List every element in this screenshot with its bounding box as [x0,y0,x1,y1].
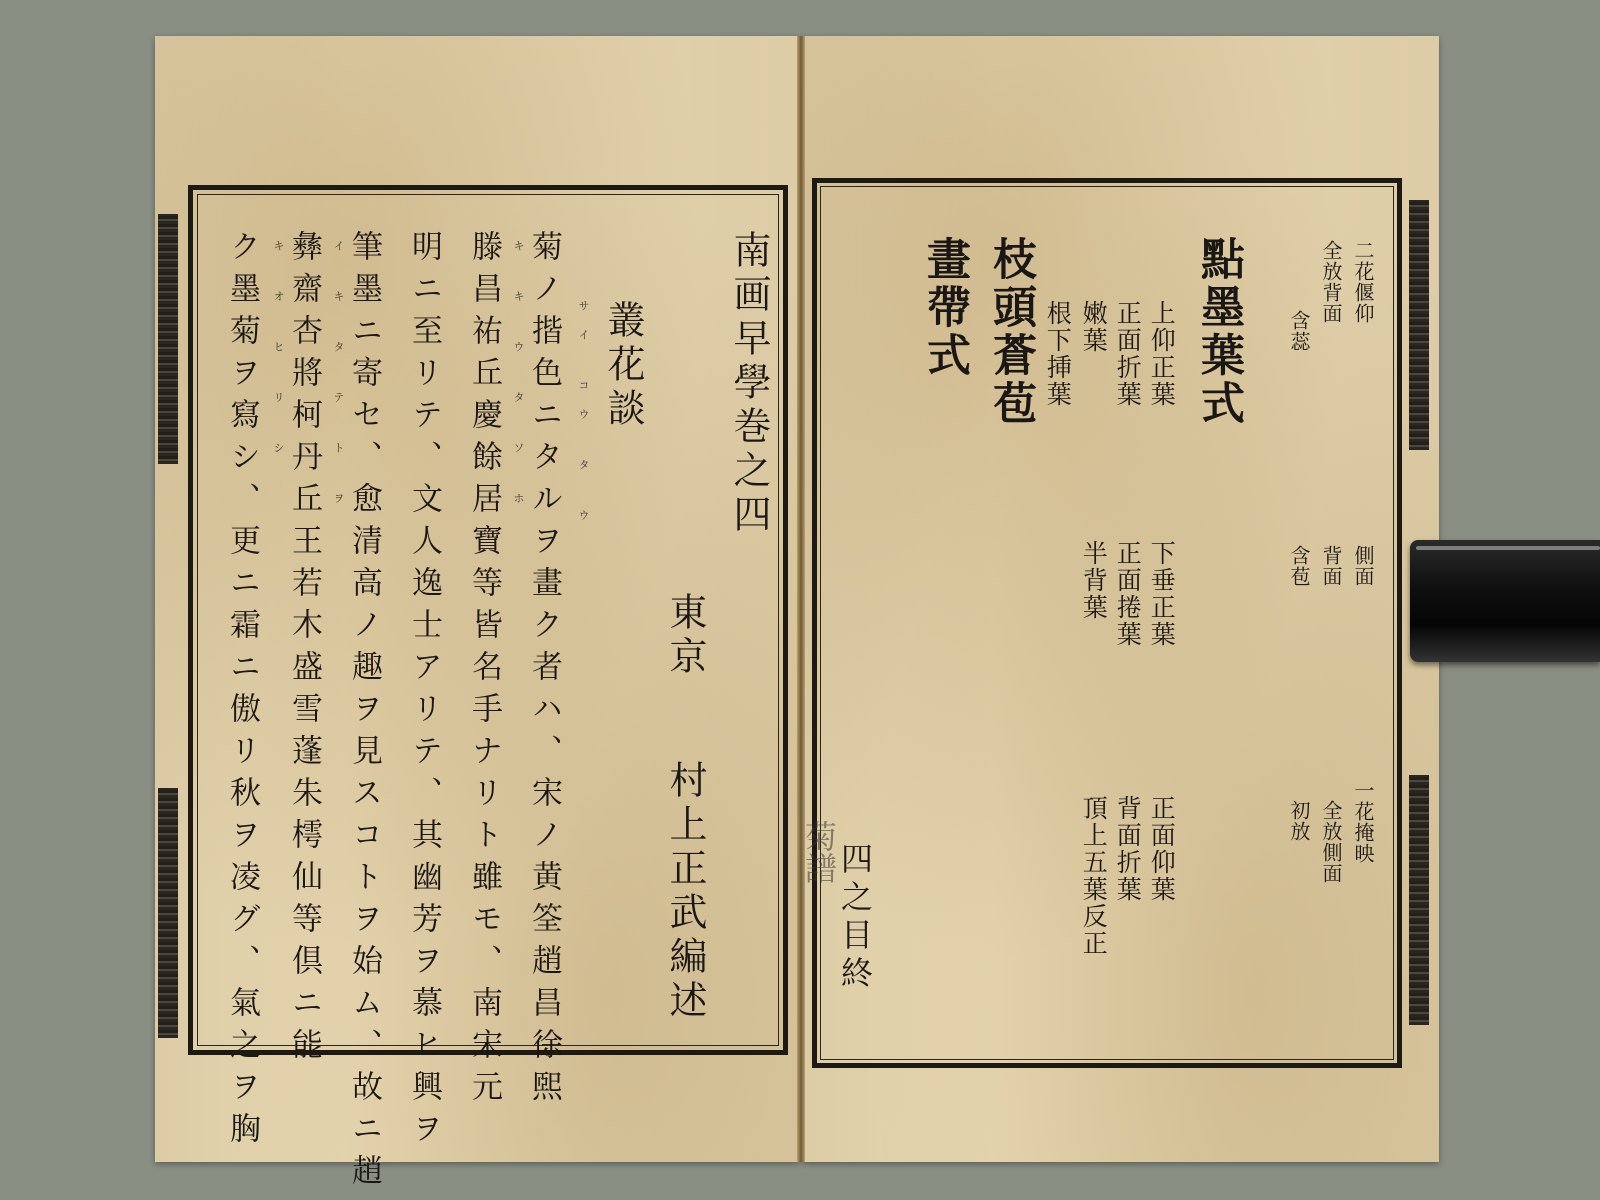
book-gutter [797,36,805,1162]
bottom-note: 全放側面 [1319,800,1343,884]
volume-title: 南画早學巻之四 [727,230,771,538]
section-title: 叢花談 [601,300,645,432]
section-subitem: 嫩葉 [1079,300,1109,354]
body-column: 筆墨ニ寄セ、愈清高ノ趣ヲ見スコトヲ始ム、故ニ趙 [346,230,382,1196]
body-column: 滕昌祐丘慶餘居寶等皆名手ナリト雖モ、南宋元 [466,230,502,1112]
section-heading: 畫帶式 [919,236,970,380]
right-edge-mark-top [1409,200,1429,450]
author-name: 村上正武編述 [663,760,707,1024]
body-column: 菊ノ揩色ニタルヲ畫ク者ハ、宋ノ黄筌趙昌徐煕 [526,230,562,1112]
leaf-label: 背面折葉 [1113,795,1143,903]
left-edge-mark-top [158,214,178,464]
author-place: 東京 [663,592,707,680]
right-edge-mark-bottom [1409,775,1429,1025]
middle-note: 背面 [1319,545,1343,587]
middle-note: 側面 [1351,545,1375,587]
top-note: 含蕊 [1287,310,1311,352]
bottom-note: 一花掩映 [1351,780,1375,864]
ruby-annotation: サイ コウ タ ウ [577,300,590,539]
section-subitem: 上仰正葉 [1147,300,1177,408]
leaf-label: 半背葉 [1079,540,1109,621]
body-column: 明ニ至リテ、文人逸士アリテ、其幽芳ヲ慕ヒ興ヲ [406,230,442,1154]
contents-end-label: 四之目終 [836,842,874,994]
section-subitem: 根下挿葉 [1043,300,1073,408]
clip-highlight [1416,546,1600,550]
body-column: 彝齋杏將柯丹丘王若木盛雪蓬朱樗仙等倶ニ能 [286,230,322,1070]
section-subitem: 正面折葉 [1113,300,1143,408]
leaf-label: 下垂正葉 [1147,540,1177,648]
binder-clip [1410,540,1600,662]
top-note: 二花偃仰 [1351,240,1375,324]
section-heading: 點墨葉式 [1193,236,1244,428]
top-note: 全放背面 [1319,240,1343,324]
middle-note: 含苞 [1287,545,1311,587]
ruby-annotation: イ キ タ テ ト ヲ [332,240,345,522]
gutter-stub-text: 菊譜 [800,820,838,884]
leaf-label: 正面仰葉 [1147,795,1177,903]
left-edge-mark-bottom [158,788,178,1038]
body-column: ク墨菊ヲ寫シ、更ニ霜ニ傲リ秋ヲ凌グ、氣之ヲ胸 [224,230,260,1154]
ruby-annotation: キ オ ヒ リ シ [272,240,285,471]
section-heading: 枝頭蒼苞 [985,236,1036,428]
bottom-note: 初放 [1287,800,1311,842]
ruby-annotation: キ キ ウ タ ソ ホ [512,240,525,522]
leaf-label: 正面捲葉 [1113,540,1143,648]
leaf-label: 頂上五葉反正 [1079,795,1109,957]
